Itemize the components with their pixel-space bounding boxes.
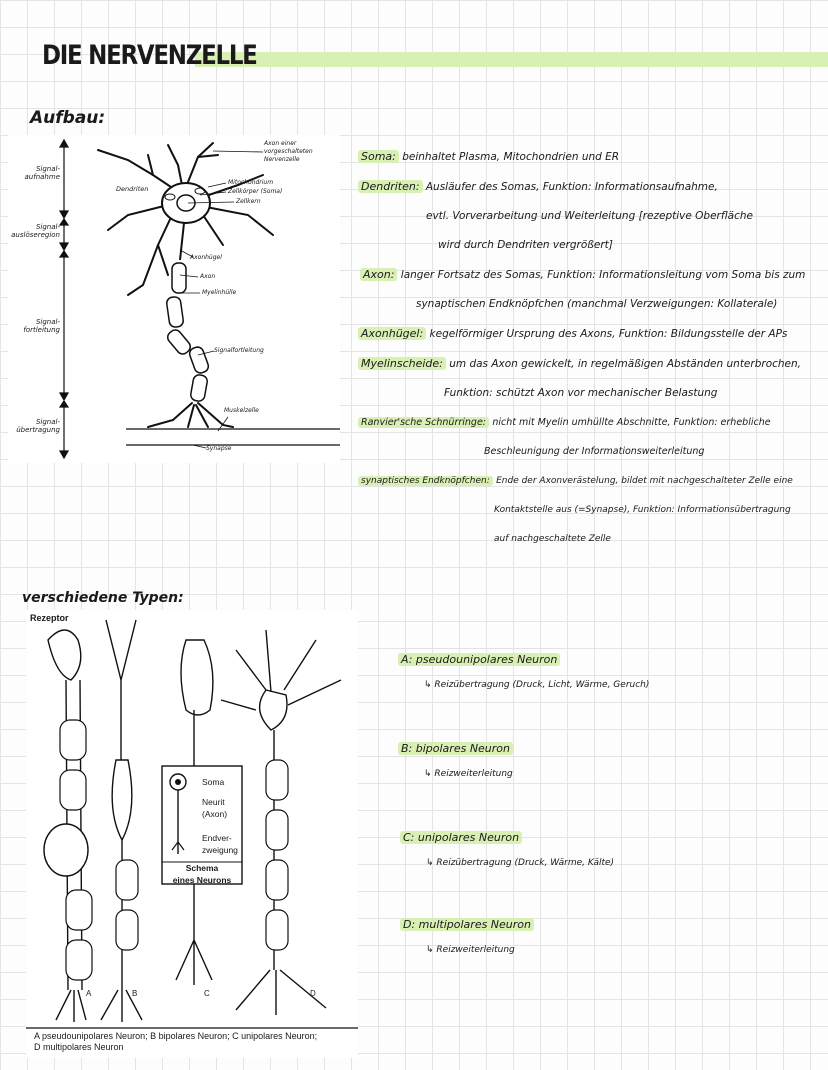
term-axonhuegel: Axonhügel: (358, 327, 426, 340)
schema-endverzweigung-label: Endver- zweigung (202, 833, 238, 855)
schema-soma-label: Soma (202, 777, 225, 787)
term-dendriten: Dendriten: (358, 180, 423, 193)
definition-line: nicht mit Myelin umhüllte Abschnitte, Funktion: erhebliche (492, 417, 771, 428)
definition-ranvier (358, 408, 828, 466)
type-item-c (400, 831, 614, 868)
label-axon: Axon (200, 273, 216, 280)
label-signalfortleitung: Signal- fortleitung (23, 318, 60, 334)
letter-a: A (86, 989, 92, 998)
definition-line: Funktion: schützt Axon vor mechanischer Belastung (444, 387, 718, 399)
definition-line: evtl. Vorverarbeitung und Weiterleitung [rezeptive Oberfläche (426, 210, 753, 222)
definition-line: wird durch Dendriten vergrößert] (438, 239, 613, 251)
definition-line: langer Fortsatz des Somas, Funktion: Informationsleitung vom Soma bis zum (400, 269, 806, 281)
label-rezeptor: Rezeptor (30, 613, 69, 623)
page-title: DIE NERVENZELLE (42, 40, 257, 71)
type-title-c: C: unipolares Neuron (400, 831, 522, 844)
definition-myelinscheide (358, 349, 828, 408)
neuron-structure-diagram (8, 135, 340, 463)
neuron-types-figure (26, 610, 358, 1058)
term-ranvier: Ranvier'sche Schnürringe: (358, 417, 489, 428)
definition-line: beinhaltet Plasma, Mitochondrien und ER (402, 151, 620, 163)
type-title-a: A: pseudounipolares Neuron (398, 653, 560, 666)
figure-caption: A pseudounipolares Neuron; B bipolares Neuron; C unipolares Neuron; D multipolares Neuron (34, 1031, 318, 1052)
title-highlight (195, 52, 828, 67)
definition-line: um das Axon gewickelt, in regelmäßigen Abständen unterbrochen, (449, 358, 801, 370)
letter-c: C (204, 989, 210, 998)
type-sub-c: ↳ Reizübertragung (Druck, Wärme, Kälte) (426, 858, 615, 868)
definitions-block (358, 142, 828, 554)
type-item-b (398, 742, 513, 779)
aufbau-heading: Aufbau: (30, 108, 106, 128)
label-zellkoerper: Zellkörper (Soma) (228, 188, 283, 195)
definition-axon (358, 260, 828, 319)
type-item-d (400, 918, 534, 955)
label-mitochondrium: Mitochondrium (228, 179, 274, 186)
type-sub-d: ↳ Reizweiterleitung (426, 945, 515, 955)
schema-neurit-label: Neurit (Axon) (202, 797, 228, 819)
label-muskelzelle: Muskelzelle (224, 407, 259, 414)
label-signalfortleitung-diagram: Signalfortleitung (214, 347, 264, 354)
schema-title: Schema eines Neurons (172, 863, 232, 885)
label-myelinhuelle: Myelinhülle (202, 289, 237, 296)
definition-dendriten (358, 172, 828, 260)
label-axonhuegel: Axonhügel (190, 254, 222, 261)
term-myelinscheide: Myelinscheide: (358, 357, 446, 370)
label-dendriten: Dendriten (116, 185, 149, 193)
label-signalaufnahme: Signal- aufnahme (24, 165, 60, 181)
definition-line: Ausläufer des Somas, Funktion: Informationsaufnahme, (425, 181, 718, 193)
term-soma: Soma: (358, 150, 399, 163)
definition-line: auf nachgeschaltete Zelle (494, 534, 611, 544)
label-zellkern: Zellkern (236, 198, 261, 205)
definition-soma (358, 142, 828, 172)
type-title-b: B: bipolares Neuron (398, 742, 513, 755)
definition-line: Beschleunigung der Informationsweiterleitung (484, 446, 705, 457)
definition-endknoepfchen (358, 466, 828, 554)
types-heading: verschiedene Typen: (22, 590, 184, 606)
definition-line: Ende der Axonverästelung, bildet mit nachgeschalteter Zelle eine (496, 476, 793, 486)
type-sub-b: ↳ Reizweiterleitung (424, 769, 513, 779)
label-signalausloeseregion: Signal- auslöseregion (11, 223, 60, 239)
letter-d: D (310, 989, 316, 998)
label-axon-ending: Axon einer vorgeschalteten Nervenzelle (264, 140, 313, 163)
type-sub-a: ↳ Reizübertragung (Druck, Licht, Wärme, Geruch) (424, 680, 650, 690)
term-endknoepfchen: synaptisches Endknöpfchen: (358, 476, 493, 486)
term-axon: Axon: (360, 268, 397, 281)
type-item-a (398, 653, 649, 690)
label-synapse: Synapse (206, 445, 232, 452)
definition-axonhuegel (358, 319, 828, 349)
definition-line: synaptischen Endknöpfchen (manchmal Verzweigungen: Kollaterale) (416, 298, 778, 310)
label-signaluebertragung: Signal- übertragung (16, 418, 60, 434)
definition-line: Kontaktstelle aus (=Synapse), Funktion: Informationsübertragung (494, 505, 791, 515)
type-title-d: D: multipolares Neuron (400, 918, 534, 931)
letter-b: B (132, 989, 138, 998)
definition-line: kegelförmiger Ursprung des Axons, Funktion: Bildungsstelle der APs (429, 328, 788, 340)
